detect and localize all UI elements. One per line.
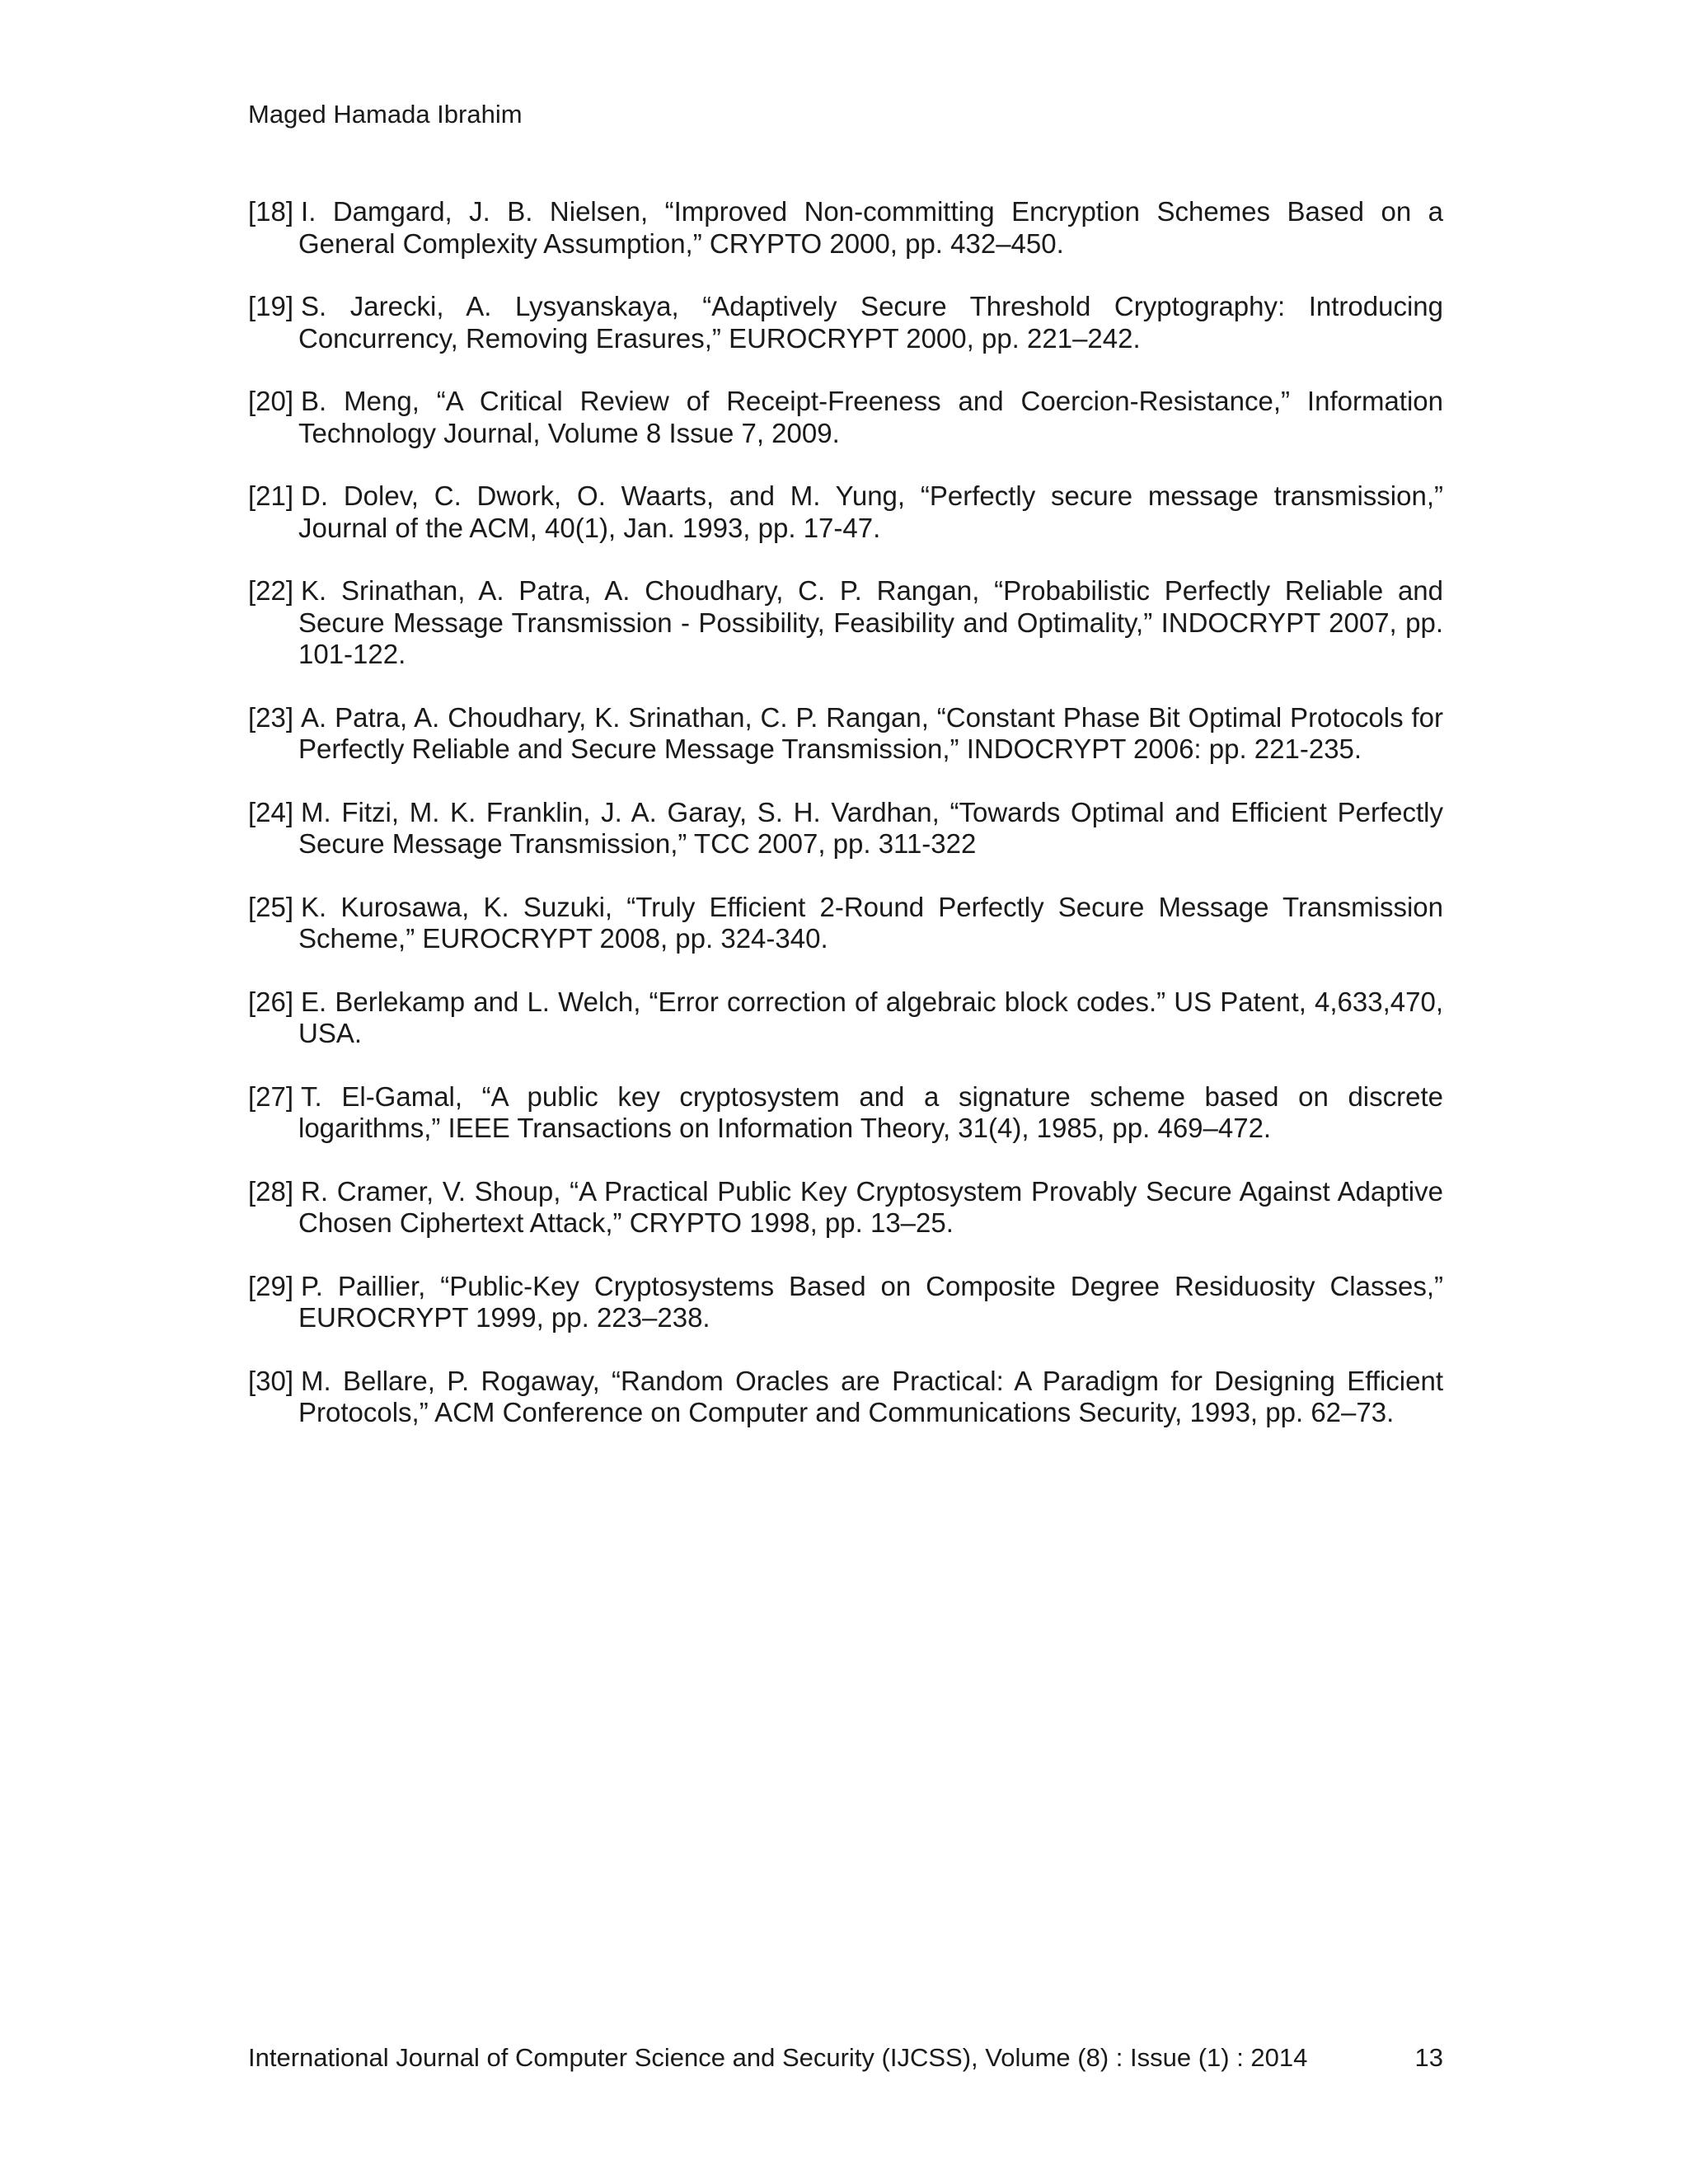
reference-item — [248, 1081, 1443, 1145]
reference-number: [25] — [248, 891, 294, 922]
reference-number: [22] — [248, 575, 294, 606]
reference-text: A. Patra, A. Choudhary, K. Srinathan, C. P. Rangan, “Constant Phase Bit Optimal Protocols for Perfectly Reliable and Secure Message Transmission,” INDOCRYPT 2006: pp. 221-235. — [298, 701, 1443, 764]
reference-item — [248, 196, 1443, 260]
reference-item — [248, 1366, 1443, 1429]
reference-item — [248, 575, 1443, 671]
reference-number: [24] — [248, 796, 294, 827]
reference-item — [248, 291, 1443, 354]
reference-number: [28] — [248, 1175, 294, 1207]
reference-list — [248, 196, 1443, 1460]
reference-text: D. Dolev, C. Dwork, O. Waarts, and M. Yung, “Perfectly secure message transmission,” Journal of the ACM, 40(1), Jan. 1993, pp. 17-47. — [298, 480, 1443, 543]
page-footer — [248, 2042, 1443, 2074]
reference-number: [30] — [248, 1365, 294, 1396]
reference-text: I. Damgard, J. B. Nielsen, “Improved Non-committing Encryption Schemes Based on a General Complexity Assumption,” CRYPTO 2000, pp. 432–450. — [298, 196, 1443, 259]
reference-text: S. Jarecki, A. Lysyanskaya, “Adaptively Secure Threshold Cryptography: Introducing Concurrency, Removing Erasures,” EUROCRYPT 2000, pp. 221–242. — [298, 291, 1443, 354]
reference-text: M. Fitzi, M. K. Franklin, J. A. Garay, S. H. Vardhan, “Towards Optimal and Efficient Perfectly Secure Message Transmission,” TCC 2007, pp. 311-322 — [298, 796, 1443, 859]
reference-text: R. Cramer, V. Shoup, “A Practical Public Key Cryptosystem Provably Secure Against Adaptive Chosen Ciphertext Attack,” CRYPTO 1998, pp. 13–25. — [298, 1175, 1443, 1238]
reference-item — [248, 892, 1443, 955]
reference-number: [27] — [248, 1080, 294, 1112]
reference-text: K. Srinathan, A. Patra, A. Choudhary, C. P. Rangan, “Probabilistic Perfectly Reliable and Secure Message Transmission - Possibility, Feasibility and Optimality,” INDOCRYPT 2007, pp. 101-122. — [298, 575, 1443, 669]
reference-item — [248, 987, 1443, 1050]
reference-text: B. Meng, “A Critical Review of Receipt-Freeness and Coercion-Resistance,” Information Technology Journal, Volume 8 Issue 7, 2009. — [298, 386, 1443, 448]
reference-number: [19] — [248, 291, 294, 321]
reference-item — [248, 797, 1443, 860]
reference-number: [26] — [248, 986, 294, 1017]
reference-item — [248, 1176, 1443, 1240]
reference-item — [248, 480, 1443, 544]
reference-text: T. El-Gamal, “A public key cryptosystem and a signature scheme based on discrete logarithms,” IEEE Transactions on Information Theory, 31(4), 1985, pp. 469–472. — [298, 1080, 1443, 1143]
reference-item — [248, 386, 1443, 449]
reference-number: [21] — [248, 480, 294, 511]
page-number: 13 — [1414, 2043, 1443, 2072]
reference-text: M. Bellare, P. Rogaway, “Random Oracles are Practical: A Paradigm for Designing Efficient Protocols,” ACM Conference on Computer and Communications Security, 1993, pp. 62–73. — [298, 1365, 1443, 1427]
reference-item — [248, 702, 1443, 766]
reference-item — [248, 1271, 1443, 1334]
reference-number: [29] — [248, 1270, 294, 1301]
journal-citation: International Journal of Computer Science and Security (IJCSS), Volume (8) : Issue (1) : 2014 — [248, 2043, 1308, 2072]
reference-number: [23] — [248, 701, 294, 733]
reference-text: E. Berlekamp and L. Welch, “Error correction of algebraic block codes.” US Patent, 4,633,470, USA. — [298, 986, 1443, 1048]
reference-number: [18] — [248, 196, 294, 227]
reference-text: P. Paillier, “Public-Key Cryptosystems Based on Composite Degree Residuosity Classes,” EUROCRYPT 1999, pp. 223–238. — [298, 1270, 1443, 1333]
running-head-author: Maged Hamada Ibrahim — [248, 100, 523, 129]
reference-number: [20] — [248, 386, 294, 416]
reference-text: K. Kurosawa, K. Suzuki, “Truly Efficient 2-Round Perfectly Secure Message Transmission Scheme,” EUROCRYPT 2008, pp. 324-340. — [298, 891, 1443, 954]
